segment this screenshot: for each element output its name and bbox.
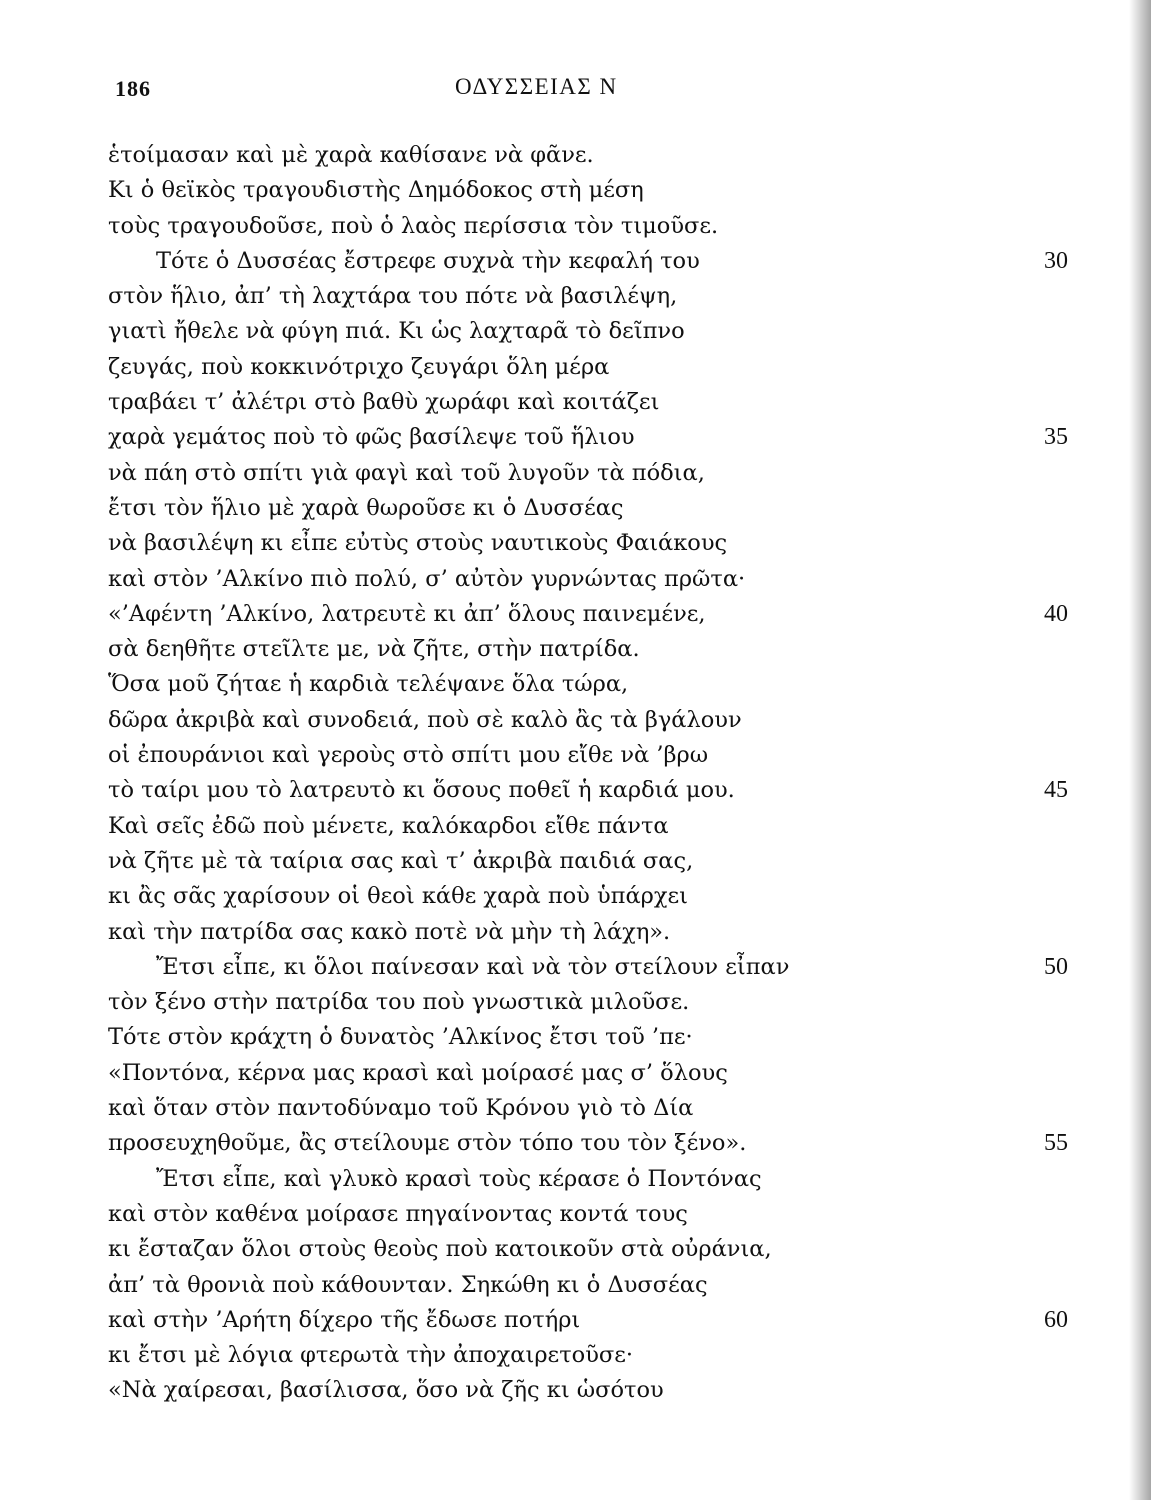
- verse-text: νὰ βασιλέψη κι εἶπε εὐτὺς στοὺς ναυτικοὺς Φαιάκους: [108, 530, 728, 557]
- running-title: ΟΔΥΣΣΕΙΑΣ Ν: [455, 74, 618, 99]
- verse-line: [108, 844, 1068, 879]
- verse-line: [108, 420, 1068, 455]
- verse-line: [108, 809, 1068, 844]
- verse-line: [108, 703, 1068, 738]
- line-number: 55: [1044, 1130, 1068, 1157]
- verse-line: [108, 562, 1068, 597]
- verse-text: κι ἔσταζαν ὅλοι στοὺς θεοὺς ποὺ κατοικοῦν στὰ οὐράνια,: [108, 1236, 772, 1263]
- verse-text: καὶ στὴν ’Αρήτη δίχερο τῆς ἔδωσε ποτήρι: [108, 1306, 581, 1333]
- line-number: 60: [1044, 1306, 1068, 1333]
- verse-line: [108, 456, 1068, 491]
- verse-text: σὰ δεηθῆτε στεῖλτε με, νὰ ζῆτε, στὴν πατρίδα.: [108, 636, 640, 663]
- verse-line: [108, 1197, 1068, 1232]
- verse-line: [108, 279, 1068, 314]
- verse-text: καὶ στὸν ’Αλκίνο πιὸ πολύ, σ’ αὐτὸν γυρνώντας πρῶτα·: [108, 565, 746, 592]
- verse-text: τὸ ταίρι μου τὸ λατρευτὸ κι ὅσους ποθεῖ ἡ καρδιά μου.: [108, 777, 735, 804]
- verse-text: Καὶ σεῖς ἐδῶ ποὺ μένετε, καλόκαρδοι εἴθε πάντα: [108, 812, 669, 839]
- verse-text: στὸν ἥλιο, ἀπ’ τὴ λαχτάρα του πότε νὰ βασιλέψη,: [108, 283, 678, 310]
- line-number: 40: [1044, 600, 1068, 627]
- verse-line: [108, 879, 1068, 914]
- verse-text: γιατὶ ἤθελε νὰ φύγη πιά. Κι ὡς λαχταρᾶ τὸ δεῖπνο: [108, 318, 685, 345]
- verse-text: ἀπ’ τὰ θρονιὰ ποὺ κάθουνταν. Σηκώθη κι ὁ Δυσσέας: [108, 1271, 708, 1298]
- verse-line: [108, 738, 1068, 773]
- verse-text: «Ποντόνα, κέρνα μας κρασὶ καὶ μοίρασέ μας σ’ ὅλους: [108, 1059, 728, 1086]
- verse-line: [108, 385, 1068, 420]
- verse-line: [108, 915, 1068, 950]
- verse-line: [108, 244, 1068, 279]
- verse-line: [108, 985, 1068, 1020]
- verse-line: [108, 1232, 1068, 1267]
- verse-text: οἱ ἐπουράνιοι καὶ γεροὺς στὸ σπίτι μου εἴθε νὰ ’βρω: [108, 742, 709, 769]
- verse-line: [108, 314, 1068, 349]
- verse-line: [108, 1268, 1068, 1303]
- verse-line: [108, 773, 1068, 808]
- page-spine-shadow: [1129, 0, 1151, 1500]
- verse-line: [108, 1020, 1068, 1055]
- verse-text: Κι ὁ θεϊκὸς τραγουδιστὴς Δημόδοκος στὴ μέση: [108, 177, 644, 204]
- verse-text: ἑτοίμασαν καὶ μὲ χαρὰ καθίσανε νὰ φᾶνε.: [108, 142, 594, 168]
- verse-line: [108, 1162, 1068, 1197]
- verse-text: χαρὰ γεμάτος ποὺ τὸ φῶς βασίλεψε τοῦ ἥλιου: [108, 424, 635, 451]
- verse-text: τοὺς τραγουδοῦσε, ποὺ ὁ λαὸς περίσσια τὸν τιμοῦσε.: [108, 212, 719, 239]
- verse-text: Τότε ὁ Δυσσέας ἔστρεφε συχνὰ τὴν κεφαλή του: [156, 247, 700, 274]
- verse-line: [108, 491, 1068, 526]
- verse-line: [108, 526, 1068, 561]
- verse-text: προσευχηθοῦμε, ἂς στείλουμε στὸν τόπο του τὸν ξένο».: [108, 1130, 747, 1157]
- verse-text: Ἔτσι εἶπε, κι ὅλοι παίνεσαν καὶ νὰ τὸν στείλουν εἶπαν: [156, 953, 790, 980]
- verse-text: κι ἔτσι μὲ λόγια φτερωτὰ τὴν ἀποχαιρετοῦσε·: [108, 1342, 634, 1369]
- verse-text: ἔτσι τὸν ἥλιο μὲ χαρὰ θωροῦσε κι ὁ Δυσσέας: [108, 494, 624, 521]
- verse-text: νὰ ζῆτε μὲ τὰ ταίρια σας καὶ τ’ ἀκριβὰ παιδιά σας,: [108, 847, 694, 874]
- verse-line: [108, 597, 1068, 632]
- line-number: 50: [1044, 953, 1068, 980]
- verse-text: δῶρα ἀκριβὰ καὶ συνοδειά, ποὺ σὲ καλὸ ἂς τὰ βγάλουν: [108, 706, 742, 733]
- verse-text: τὸν ξένο στὴν πατρίδα του ποὺ γνωστικὰ μιλοῦσε.: [108, 989, 690, 1016]
- verse-block: [108, 138, 1068, 1409]
- verse-text: κι ἂς σᾶς χαρίσουν οἱ θεοὶ κάθε χαρὰ ποὺ ὑπάρχει: [108, 883, 689, 910]
- verse-line: [108, 209, 1068, 244]
- verse-line: [108, 1373, 1068, 1408]
- verse-text: Τότε στὸν κράχτη ὁ δυνατὸς ’Αλκίνος ἔτσι τοῦ ’πε·: [108, 1024, 693, 1051]
- verse-line: [108, 667, 1068, 702]
- verse-text: Ἔτσι εἶπε, καὶ γλυκὸ κρασὶ τοὺς κέρασε ὁ Ποντόνας: [156, 1165, 762, 1192]
- verse-line: [108, 138, 1068, 173]
- verse-text: νὰ πάη στὸ σπίτι γιὰ φαγὶ καὶ τοῦ λυγοῦν τὰ πόδια,: [108, 459, 705, 486]
- verse-line: [108, 950, 1068, 985]
- verse-text: Ὅσα μοῦ ζήταε ἡ καρδιὰ τελέψανε ὅλα τώρα,: [108, 671, 629, 698]
- verse-line: [108, 1338, 1068, 1373]
- verse-line: [108, 1303, 1068, 1338]
- line-number: 45: [1044, 777, 1068, 804]
- verse-line: [108, 173, 1068, 208]
- line-number: 35: [1044, 424, 1068, 451]
- verse-text: καὶ τὴν πατρίδα σας κακὸ ποτὲ νὰ μὴν τὴ λάχη».: [108, 918, 671, 945]
- verse-text: καὶ ὅταν στὸν παντοδύναμο τοῦ Κρόνου γιὸ τὸ Δία: [108, 1095, 694, 1122]
- verse-text: «’Αφέντη ’Αλκίνο, λατρευτὲ κι ἀπ’ ὅλους παινεμένε,: [108, 600, 706, 627]
- verse-text: καὶ στὸν καθένα μοίρασε πηγαίνοντας κοντά τους: [108, 1200, 688, 1227]
- page-number: 186: [115, 76, 151, 101]
- verse-line: [108, 632, 1068, 667]
- verse-line: [108, 1056, 1068, 1091]
- verse-line: [108, 350, 1068, 385]
- verse-text: τραβάει τ’ ἀλέτρι στὸ βαθὺ χωράφι καὶ κοιτάζει: [108, 389, 660, 416]
- verse-text: «Νὰ χαίρεσαι, βασίλισσα, ὅσο νὰ ζῆς κι ὡσότου: [108, 1377, 664, 1404]
- verse-line: [108, 1091, 1068, 1126]
- line-number: 30: [1044, 247, 1068, 274]
- verse-text: ζευγάς, ποὺ κοκκινότριχο ζευγάρι ὅλη μέρα: [108, 353, 610, 380]
- verse-line: [108, 1126, 1068, 1161]
